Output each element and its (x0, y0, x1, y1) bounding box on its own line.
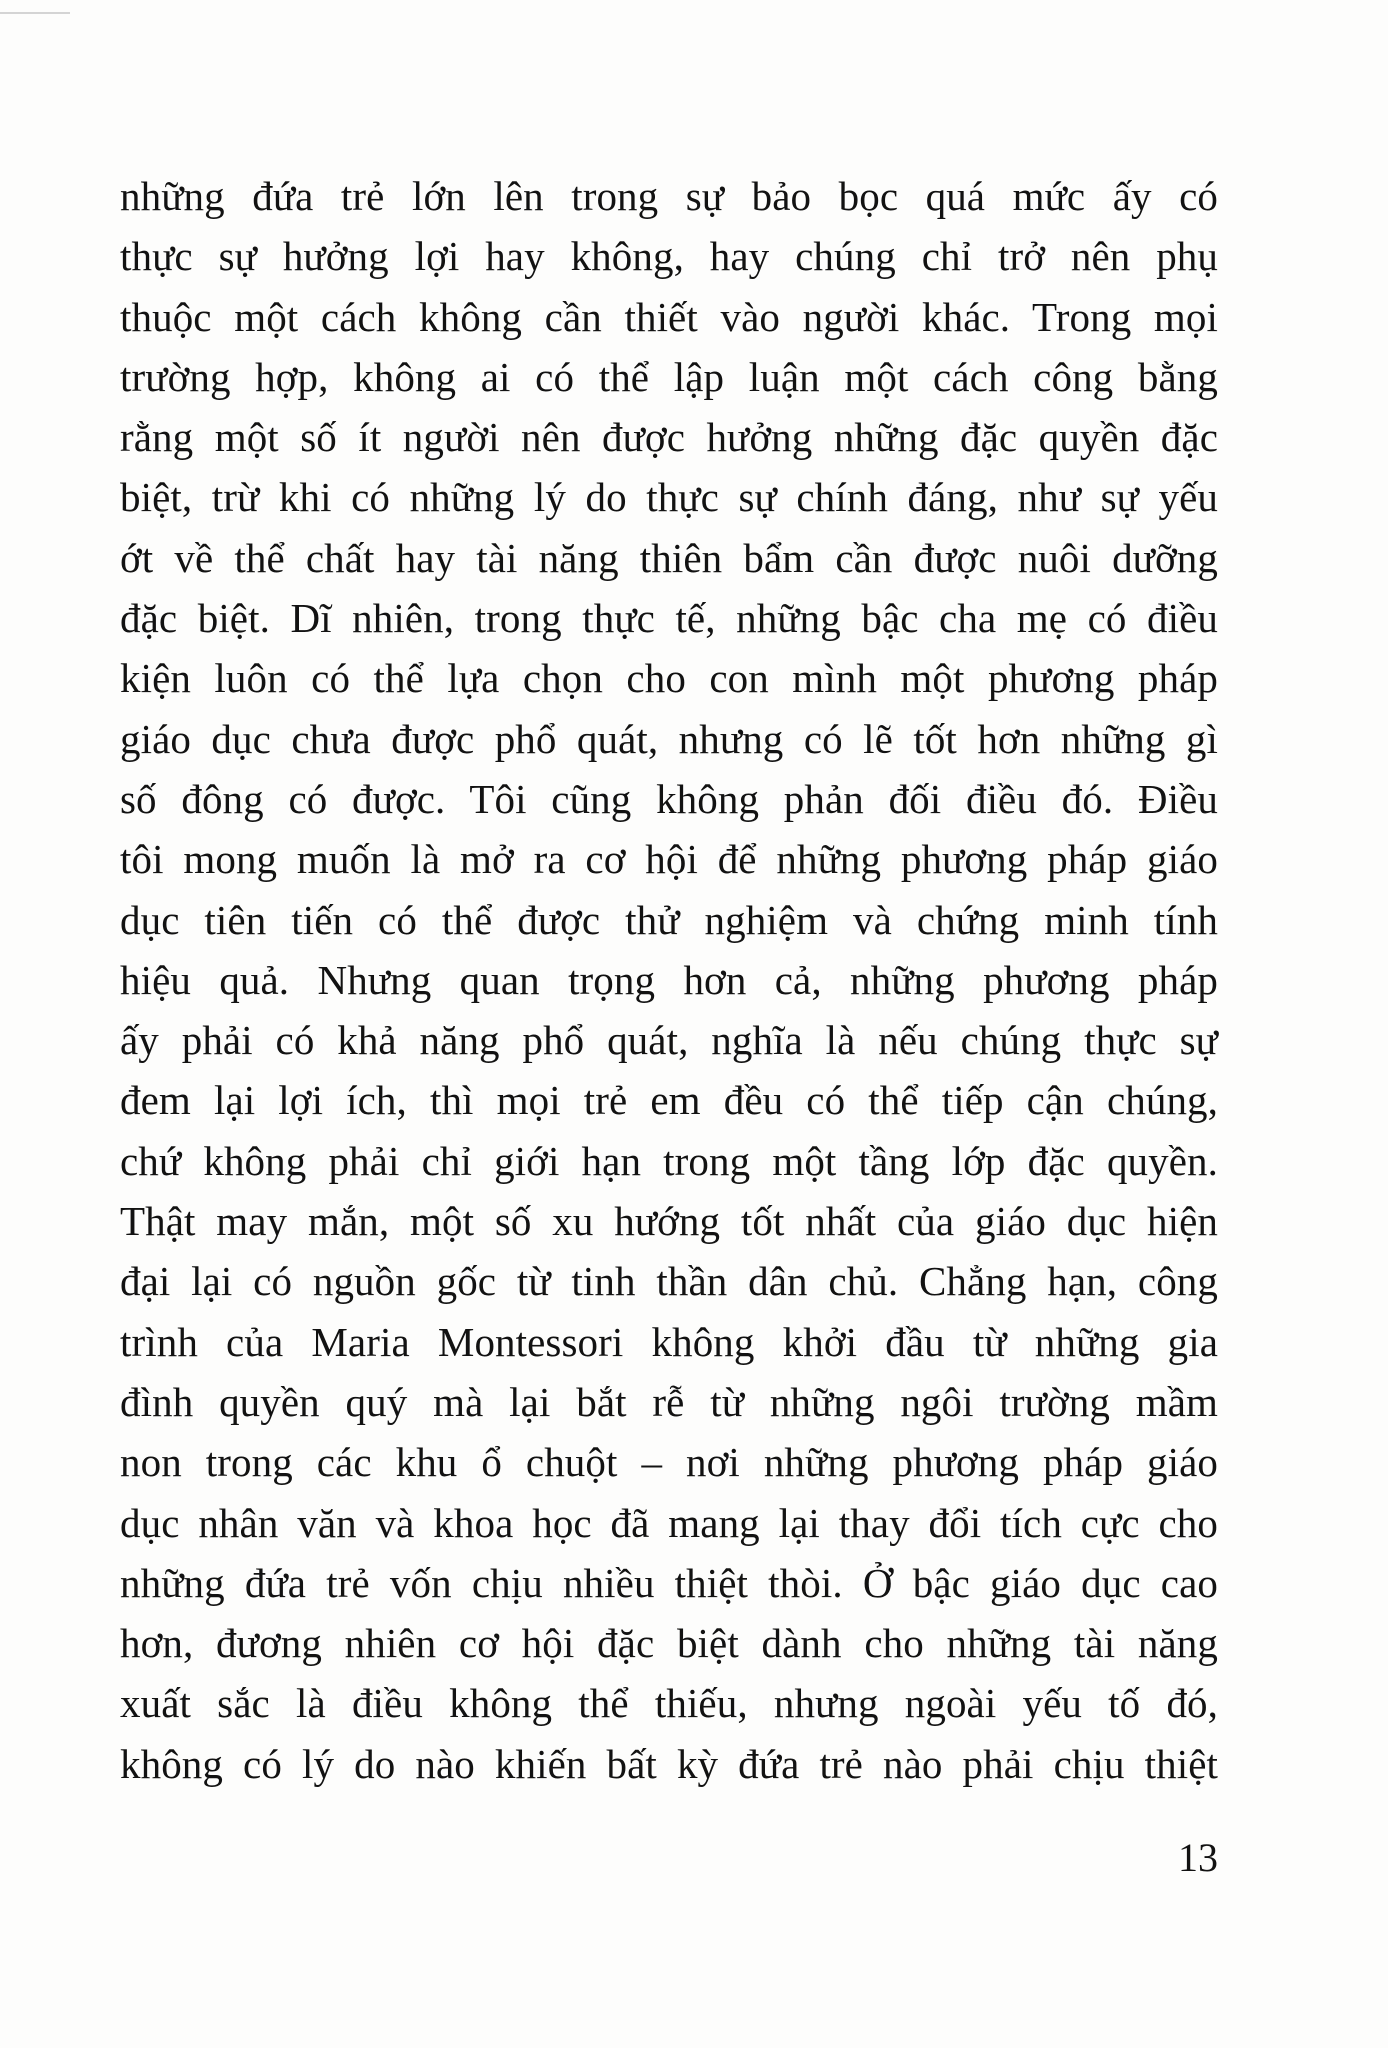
text-line: biệt, trừ khi có những lý do thực sự chính đáng, như sự yếu (120, 474, 1218, 521)
scan-edge-mark (0, 12, 70, 14)
text-line: đình quyền quý mà lại bắt rễ từ những ngôi trường mầm (120, 1378, 1218, 1425)
text-line: ấy phải có khả năng phổ quát, nghĩa là nếu chúng thực sự (120, 1017, 1218, 1064)
text-line: trình của Maria Montessori không khởi đầu từ những gia (120, 1318, 1218, 1365)
text-line: kiện luôn có thể lựa chọn cho con mình một phương pháp (120, 655, 1218, 702)
text-line: số đông có được. Tôi cũng không phản đối điều đó. Điều (120, 775, 1218, 822)
text-line: hơn, đương nhiên cơ hội đặc biệt dành cho những tài năng (120, 1620, 1218, 1667)
text-line: ớt về thể chất hay tài năng thiên bẩm cần được nuôi dưỡng (120, 534, 1218, 581)
text-line: Thật may mắn, một số xu hướng tốt nhất của giáo dục hiện (120, 1198, 1218, 1245)
text-line: giáo dục chưa được phổ quát, nhưng có lẽ tốt hơn những gì (120, 715, 1218, 762)
text-line: rằng một số ít người nên được hưởng những đặc quyền đặc (120, 414, 1218, 461)
text-line: xuất sắc là điều không thể thiếu, nhưng ngoài yếu tố đó, (120, 1680, 1218, 1727)
text-line: thực sự hưởng lợi hay không, hay chúng chỉ trở nên phụ (120, 233, 1218, 280)
text-line: không có lý do nào khiến bất kỳ đứa trẻ nào phải chịu thiệt (120, 1740, 1218, 1787)
text-line: non trong các khu ổ chuột – nơi những phương pháp giáo (120, 1439, 1218, 1486)
text-line: tôi mong muốn là mở ra cơ hội để những phương pháp giáo (120, 836, 1218, 883)
text-line: hiệu quả. Nhưng quan trọng hơn cả, những phương pháp (120, 956, 1218, 1003)
text-line: chứ không phải chỉ giới hạn trong một tầng lớp đặc quyền. (120, 1137, 1218, 1184)
body-text (120, 166, 1218, 1794)
page-number: 13 (1178, 1835, 1218, 1880)
text-line: đặc biệt. Dĩ nhiên, trong thực tế, những bậc cha mẹ có điều (120, 595, 1218, 642)
text-line: những đứa trẻ lớn lên trong sự bảo bọc quá mức ấy có (120, 173, 1218, 219)
text-line: dục tiên tiến có thể được thử nghiệm và chứng minh tính (120, 896, 1218, 943)
text-line: dục nhân văn và khoa học đã mang lại thay đổi tích cực cho (120, 1499, 1218, 1546)
text-line: đại lại có nguồn gốc từ tinh thần dân chủ. Chẳng hạn, công (120, 1258, 1218, 1305)
text-line: thuộc một cách không cần thiết vào người khác. Trong mọi (120, 293, 1218, 340)
text-line: trường hợp, không ai có thể lập luận một cách công bằng (120, 353, 1218, 400)
text-line: đem lại lợi ích, thì mọi trẻ em đều có thể tiếp cận chúng, (120, 1077, 1218, 1124)
text-line: những đứa trẻ vốn chịu nhiều thiệt thòi. Ở bậc giáo dục cao (120, 1559, 1218, 1606)
